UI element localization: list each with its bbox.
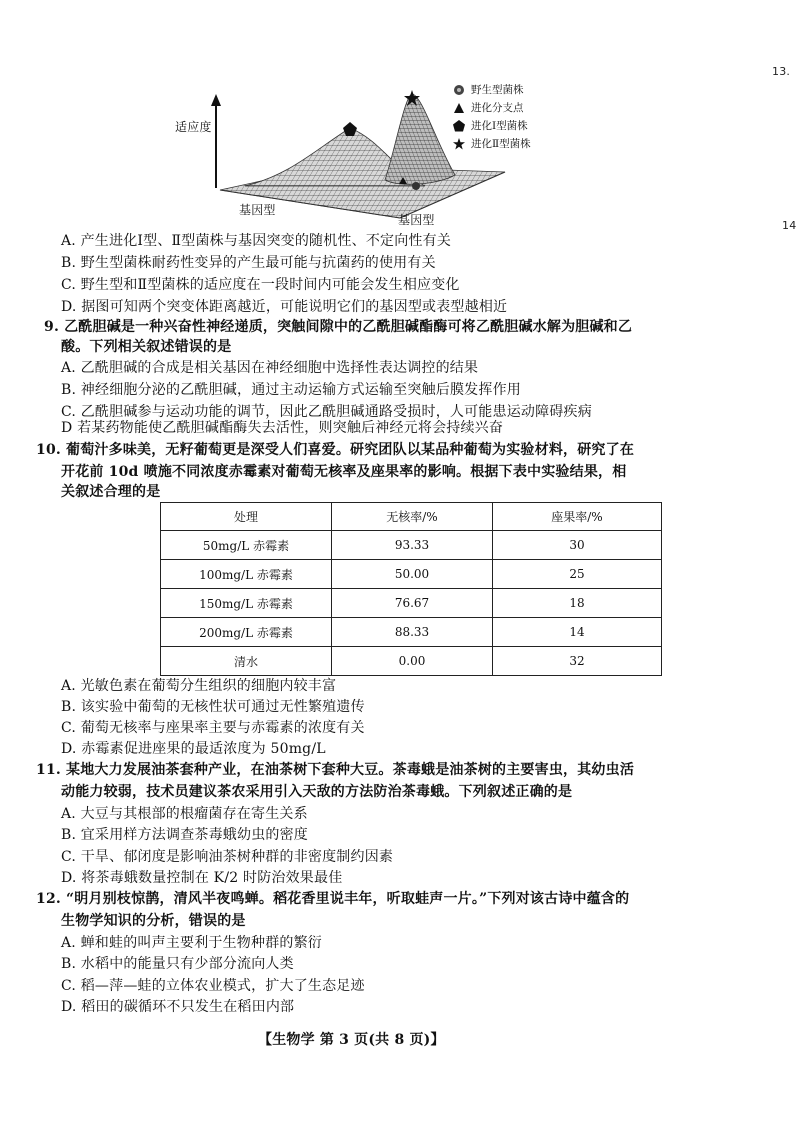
table-cell: 76.67 bbox=[332, 589, 493, 618]
legend-label: 进化分支点 bbox=[471, 102, 524, 114]
q9-option-d: D 若某药物能使乙酰胆碱酯酶失去活性，则突触后神经元将会持续兴奋 bbox=[61, 420, 504, 436]
table-header-cell: 处理 bbox=[161, 503, 332, 531]
wild-type-marker bbox=[412, 182, 420, 190]
q11-option-a: A. 大豆与其根部的根瘤菌存在寄生关系 bbox=[61, 806, 308, 822]
table-row bbox=[161, 647, 662, 676]
page-footer: 【生物学 第 3 页(共 8 页)】 bbox=[258, 1032, 445, 1048]
figure-xlabel-right: 基因型 bbox=[398, 213, 435, 227]
legend-item-wild-type bbox=[453, 82, 524, 97]
table-cell: 50.00 bbox=[332, 560, 493, 589]
table-cell: 清水 bbox=[161, 647, 332, 676]
q11-option-d: D. 将茶毒蛾数量控制在 K/2 时防治效果最佳 bbox=[61, 870, 343, 886]
table-row bbox=[161, 618, 662, 647]
legend-label: 进化Ⅰ型菌株 bbox=[471, 120, 528, 132]
q12-stem-line-1: 12. “明月别枝惊鹊，清风半夜鸣蝉。稻花香里说丰年，听取蛙声一片。”下列对该古诗中蕴含的 bbox=[36, 891, 630, 907]
q10-option-c: C. 葡萄无核率与座果率主要与赤霉素的浓度有关 bbox=[61, 720, 365, 736]
q10-stem-line-3: 关叙述合理的是 bbox=[61, 484, 161, 500]
q9-option-a: A. 乙酰胆碱的合成是相关基因在神经细胞中选择性表达调控的结果 bbox=[61, 360, 479, 376]
figure-xlabel-left: 基因型 bbox=[239, 203, 276, 217]
table-cell: 150mg/L 赤霉素 bbox=[161, 589, 332, 618]
q8-option-d: D. 据图可知两个突变体距离越近，可能说明它们的基因型或表型越相近 bbox=[61, 299, 508, 315]
legend-item-type-1 bbox=[453, 118, 528, 133]
table-cell: 88.33 bbox=[332, 618, 493, 647]
q8-option-c: C. 野生型和Ⅱ型菌株的适应度在一段时间内可能会发生相应变化 bbox=[61, 277, 460, 293]
q11-stem-line-1: 11. 某地大力发展油茶套种产业，在油茶树下套种大豆。茶毒蛾是油茶树的主要害虫，其幼虫活 bbox=[36, 762, 635, 778]
q10-option-d: D. 赤霉素促进座果的最适浓度为 50mg/L bbox=[61, 741, 326, 757]
results-table bbox=[160, 502, 662, 676]
triangle-icon bbox=[453, 102, 465, 114]
q12-stem-line-2: 生物学知识的分析，错误的是 bbox=[61, 913, 246, 929]
table-cell: 18 bbox=[493, 589, 662, 618]
table-cell: 0.00 bbox=[332, 647, 493, 676]
q8-option-b: B. 野生型菌株耐药性变异的产生最可能与抗菌药的使用有关 bbox=[61, 255, 436, 271]
table-cell: 30 bbox=[493, 531, 662, 560]
pentagon-icon bbox=[453, 120, 465, 132]
q12-option-b: B. 水稻中的能量只有少部分流向人类 bbox=[61, 956, 294, 972]
legend-item-branch-point bbox=[453, 100, 524, 115]
q9-option-b: B. 神经细胞分泌的乙酰胆碱，通过主动运输方式运输至突触后膜发挥作用 bbox=[61, 382, 521, 398]
q12-option-d: D. 稻田的碳循环不只发生在稻田内部 bbox=[61, 999, 295, 1015]
edge-mark-14: 14 bbox=[782, 219, 796, 232]
table-row bbox=[161, 560, 662, 589]
legend-label: 进化Ⅱ型菌株 bbox=[471, 138, 531, 150]
table-cell: 14 bbox=[493, 618, 662, 647]
edge-mark-13: 13. bbox=[772, 65, 791, 78]
q10-option-a: A. 光敏色素在葡萄分生组织的细胞内较丰富 bbox=[61, 678, 337, 694]
star-icon bbox=[453, 138, 465, 150]
legend-label: 野生型菌株 bbox=[471, 84, 524, 96]
q11-stem-line-2: 动能力较弱，技术员建议茶农采用引入天敌的方法防治茶毒蛾。下列叙述正确的是 bbox=[61, 784, 573, 800]
table-header-cell: 座果率/% bbox=[493, 503, 662, 531]
q9-stem-line-2: 酸。下列相关叙述错误的是 bbox=[61, 339, 232, 355]
table-cell: 50mg/L 赤霉素 bbox=[161, 531, 332, 560]
q10-option-b: B. 该实验中葡萄的无核性状可通过无性繁殖遗传 bbox=[61, 699, 365, 715]
q12-option-c: C. 稻—萍—蛙的立体农业模式，扩大了生态足迹 bbox=[61, 978, 365, 994]
q11-option-b: B. 宜采用样方法调查茶毒蛾幼虫的密度 bbox=[61, 827, 308, 843]
table-cell: 93.33 bbox=[332, 531, 493, 560]
q11-option-c: C. 干旱、郁闭度是影响油茶树种群的非密度制约因素 bbox=[61, 849, 394, 865]
q9-stem-line-1: 9. 乙酰胆碱是一种兴奋性神经递质，突触间隙中的乙酰胆碱酯酶可将乙酰胆碱水解为胆碱和乙 bbox=[44, 319, 633, 335]
table-row bbox=[161, 531, 662, 560]
table-row bbox=[161, 589, 662, 618]
q9-option-c: C. 乙酰胆碱参与运动功能的调节，因此乙酰胆碱通路受损时，人可能患运动障碍疾病 bbox=[61, 404, 592, 420]
q10-stem-line-2: 开花前 10d 喷施不同浓度赤霉素对葡萄无核率及座果率的影响。根据下表中实验结果，相 bbox=[61, 464, 627, 480]
table-cell: 25 bbox=[493, 560, 662, 589]
q8-option-a: A. 产生进化Ⅰ型、Ⅱ型菌株与基因突变的随机性、不定向性有关 bbox=[61, 233, 452, 249]
table-header-cell: 无核率/% bbox=[332, 503, 493, 531]
legend-item-type-2 bbox=[453, 136, 531, 151]
table-header-row bbox=[161, 503, 662, 531]
figure-ylabel: 适应度 bbox=[175, 120, 212, 134]
wild-type-icon bbox=[453, 84, 465, 96]
table-cell: 100mg/L 赤霉素 bbox=[161, 560, 332, 589]
table-cell: 32 bbox=[493, 647, 662, 676]
q12-option-a: A. 蝉和蛙的叫声主要利于生物种群的繁衍 bbox=[61, 935, 323, 951]
q10-stem-line-1: 10. 葡萄汁多味美，无籽葡萄更是深受人们喜爱。研究团队以某品种葡萄为实验材料，研究了在 bbox=[36, 442, 635, 458]
table-cell: 200mg/L 赤霉素 bbox=[161, 618, 332, 647]
